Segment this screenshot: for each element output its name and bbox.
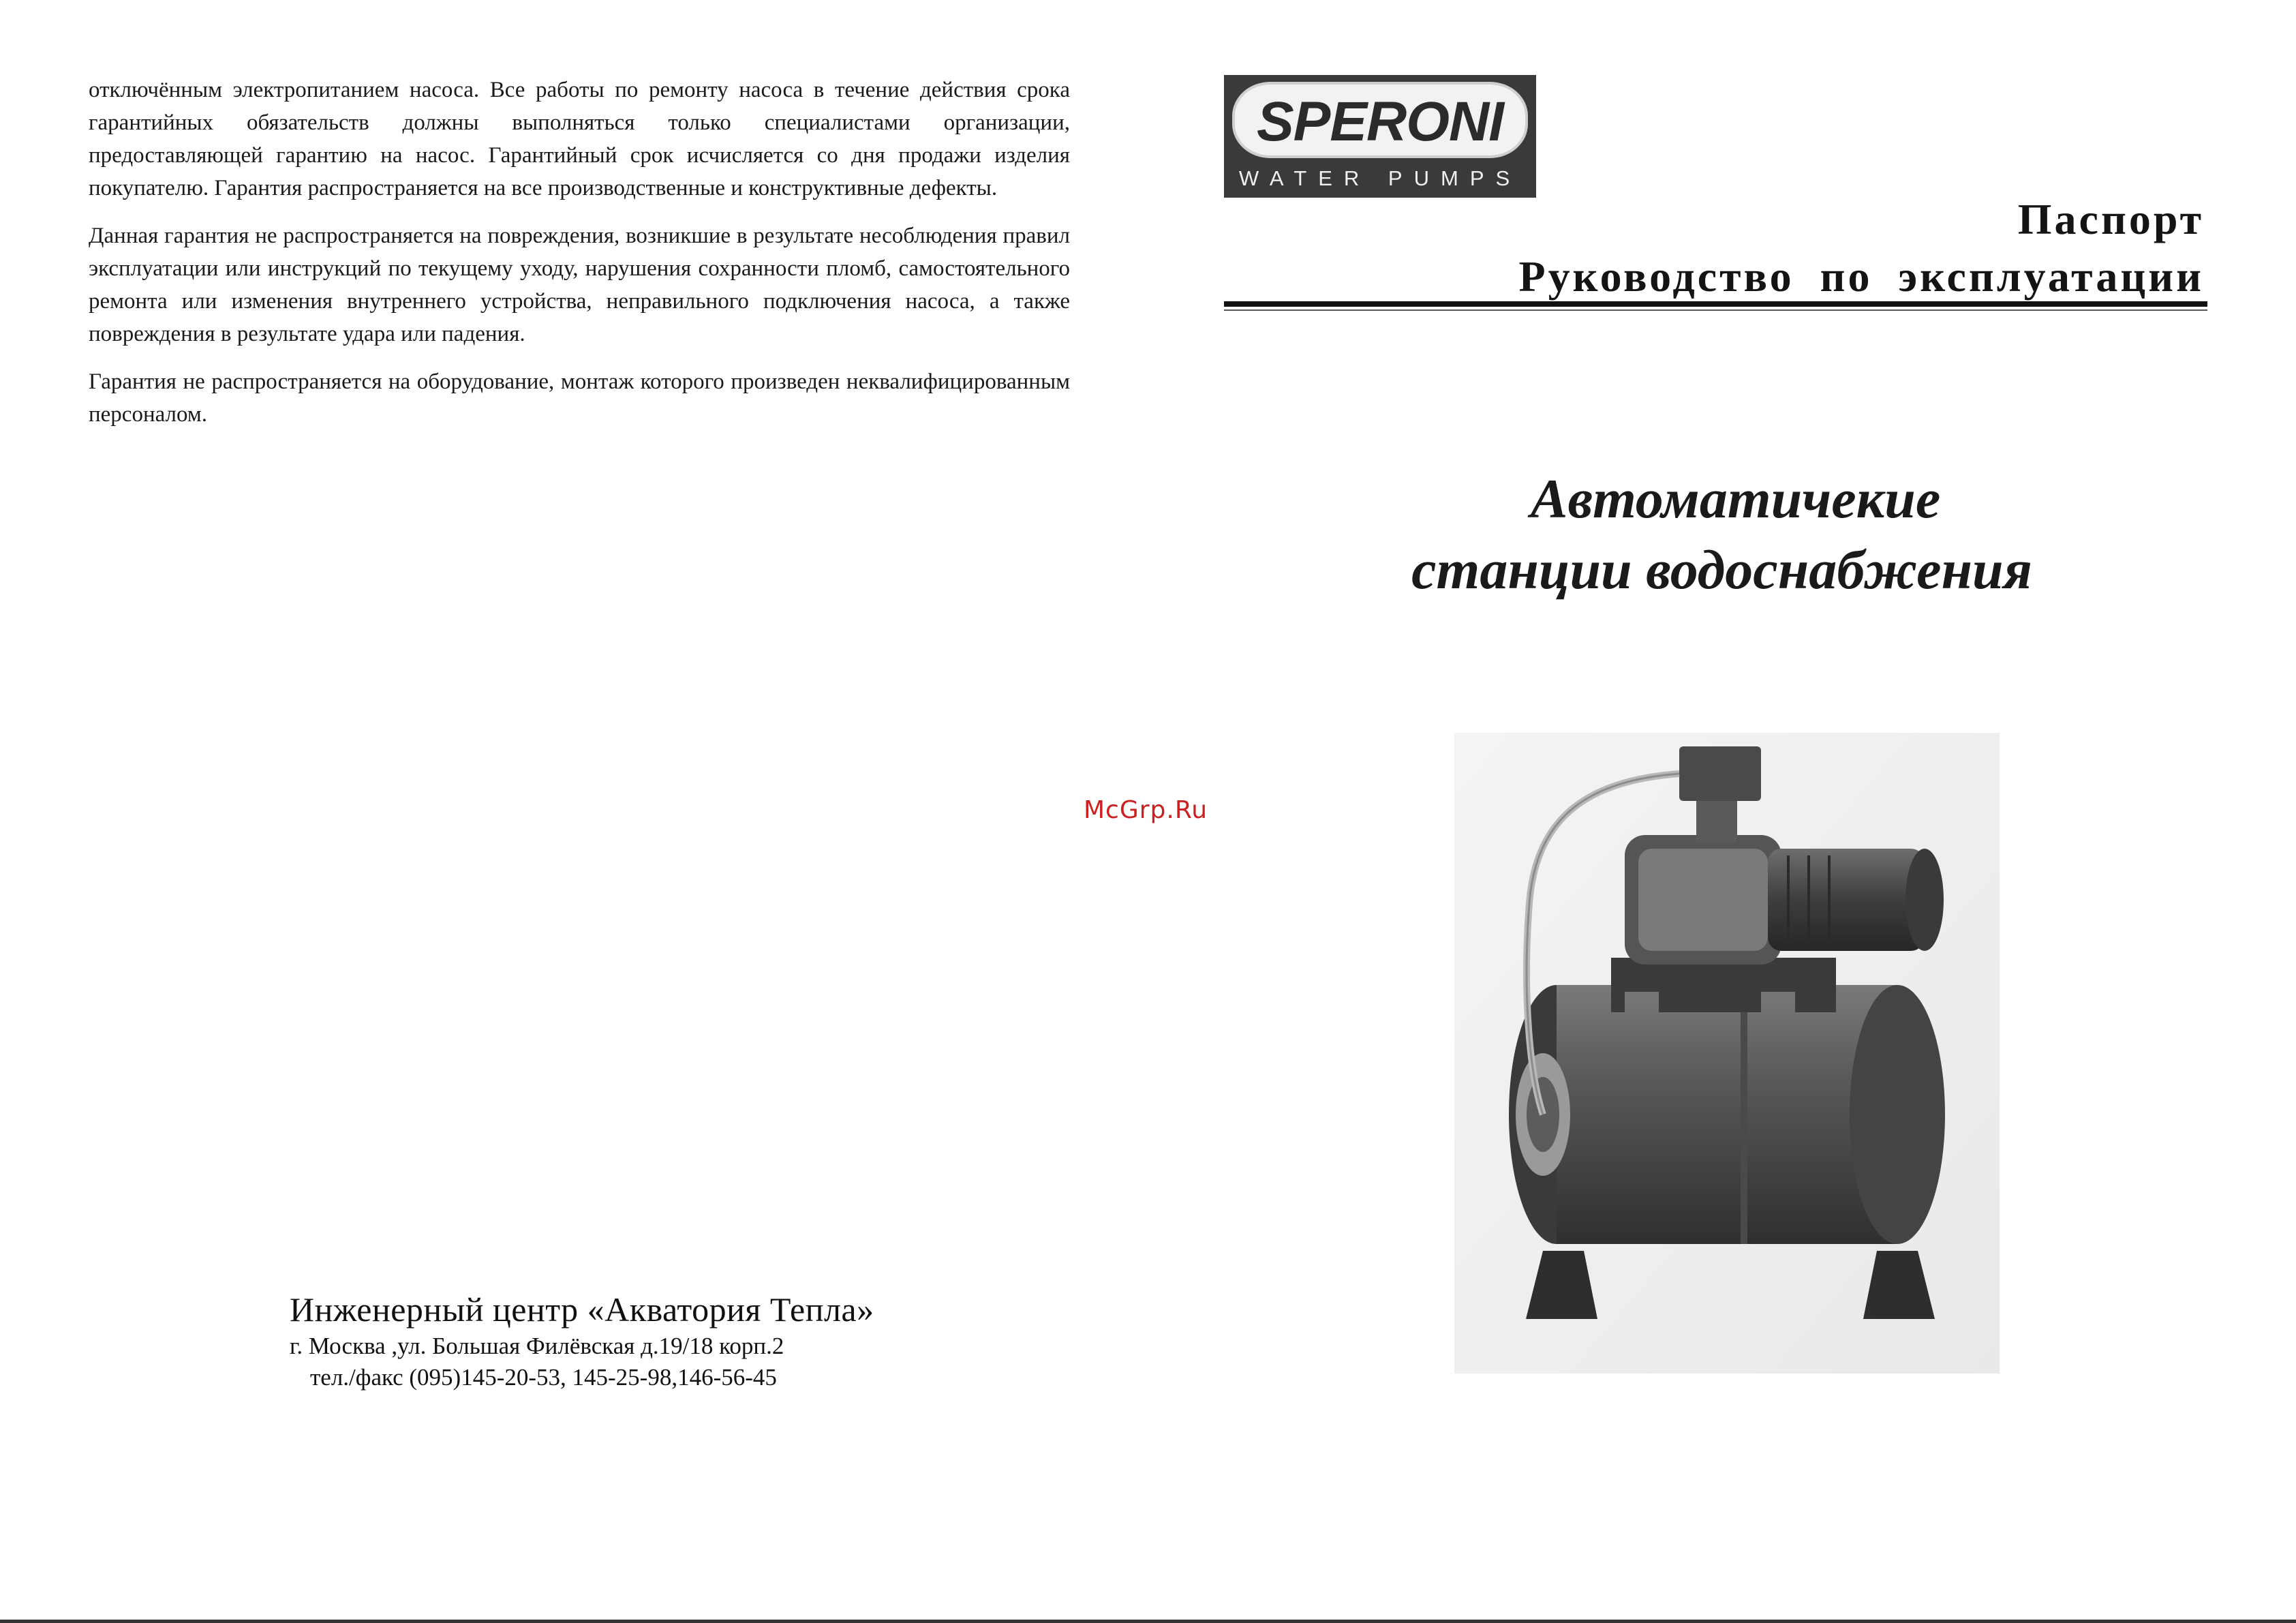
logo-oval bbox=[1232, 82, 1528, 158]
company-phone: тел./факс (095)145-20-53, 145-25-98,146-56-45 bbox=[310, 1364, 777, 1391]
company-block bbox=[290, 1288, 1039, 1393]
warranty-paragraph-3: Гарантия не распространяется на оборудование, монтаж которого произведен неквалифицированным персоналом. bbox=[89, 369, 1070, 427]
product-title bbox=[1148, 464, 2296, 605]
logo-brand: SPERONI bbox=[1256, 91, 1504, 153]
title-rule-thin bbox=[1224, 309, 2207, 311]
speroni-logo bbox=[1224, 75, 1536, 198]
title-rule bbox=[1224, 301, 2207, 307]
warranty-paragraph-1: отключённым электропитанием насоса. Все работы по ремонту насоса в течение действия срока гарантийных обязательств должны выполняться только специалистами организации, предоставляющей гарантию на насос. Гарантийный срок исчисляется со дня продажи изделия покупателю. Гарантия распространяется на все производственные и конструктивные дефекты. bbox=[89, 78, 1070, 200]
logo-tagline: WATER PUMPS bbox=[1238, 166, 1522, 190]
company-name: Инженерный центр «Акватория Тепла» bbox=[290, 1290, 874, 1329]
watermark-link[interactable]: McGrp.Ru bbox=[1084, 796, 1208, 824]
document-subtitle: Руководство по эксплуатации bbox=[1518, 252, 2204, 301]
right-page bbox=[1148, 0, 2296, 1623]
warranty-text bbox=[89, 74, 1070, 446]
document-title: Паспорт bbox=[2017, 195, 2204, 243]
page-bottom-line bbox=[0, 1620, 2296, 1623]
warranty-paragraph-2: Данная гарантия не распространяется на повреждения, возникшие в результате несоблюдения правил эксплуатации или инструкций по текущему уходу, нарушения сохранности пломб, самостоятельного ремонта или изменения внутреннего устройства, неправильного подключения насоса, а также повреждения в результате удара или падения. bbox=[89, 224, 1070, 346]
product-title-line-1: Автоматичекие bbox=[1530, 468, 1941, 530]
product-title-line-2: станции водоснабжения bbox=[1411, 539, 2032, 601]
pump-station-image bbox=[1454, 733, 2000, 1374]
company-address: г. Москва ,ул. Большая Филёвская д.19/18 корп.2 bbox=[290, 1333, 784, 1359]
